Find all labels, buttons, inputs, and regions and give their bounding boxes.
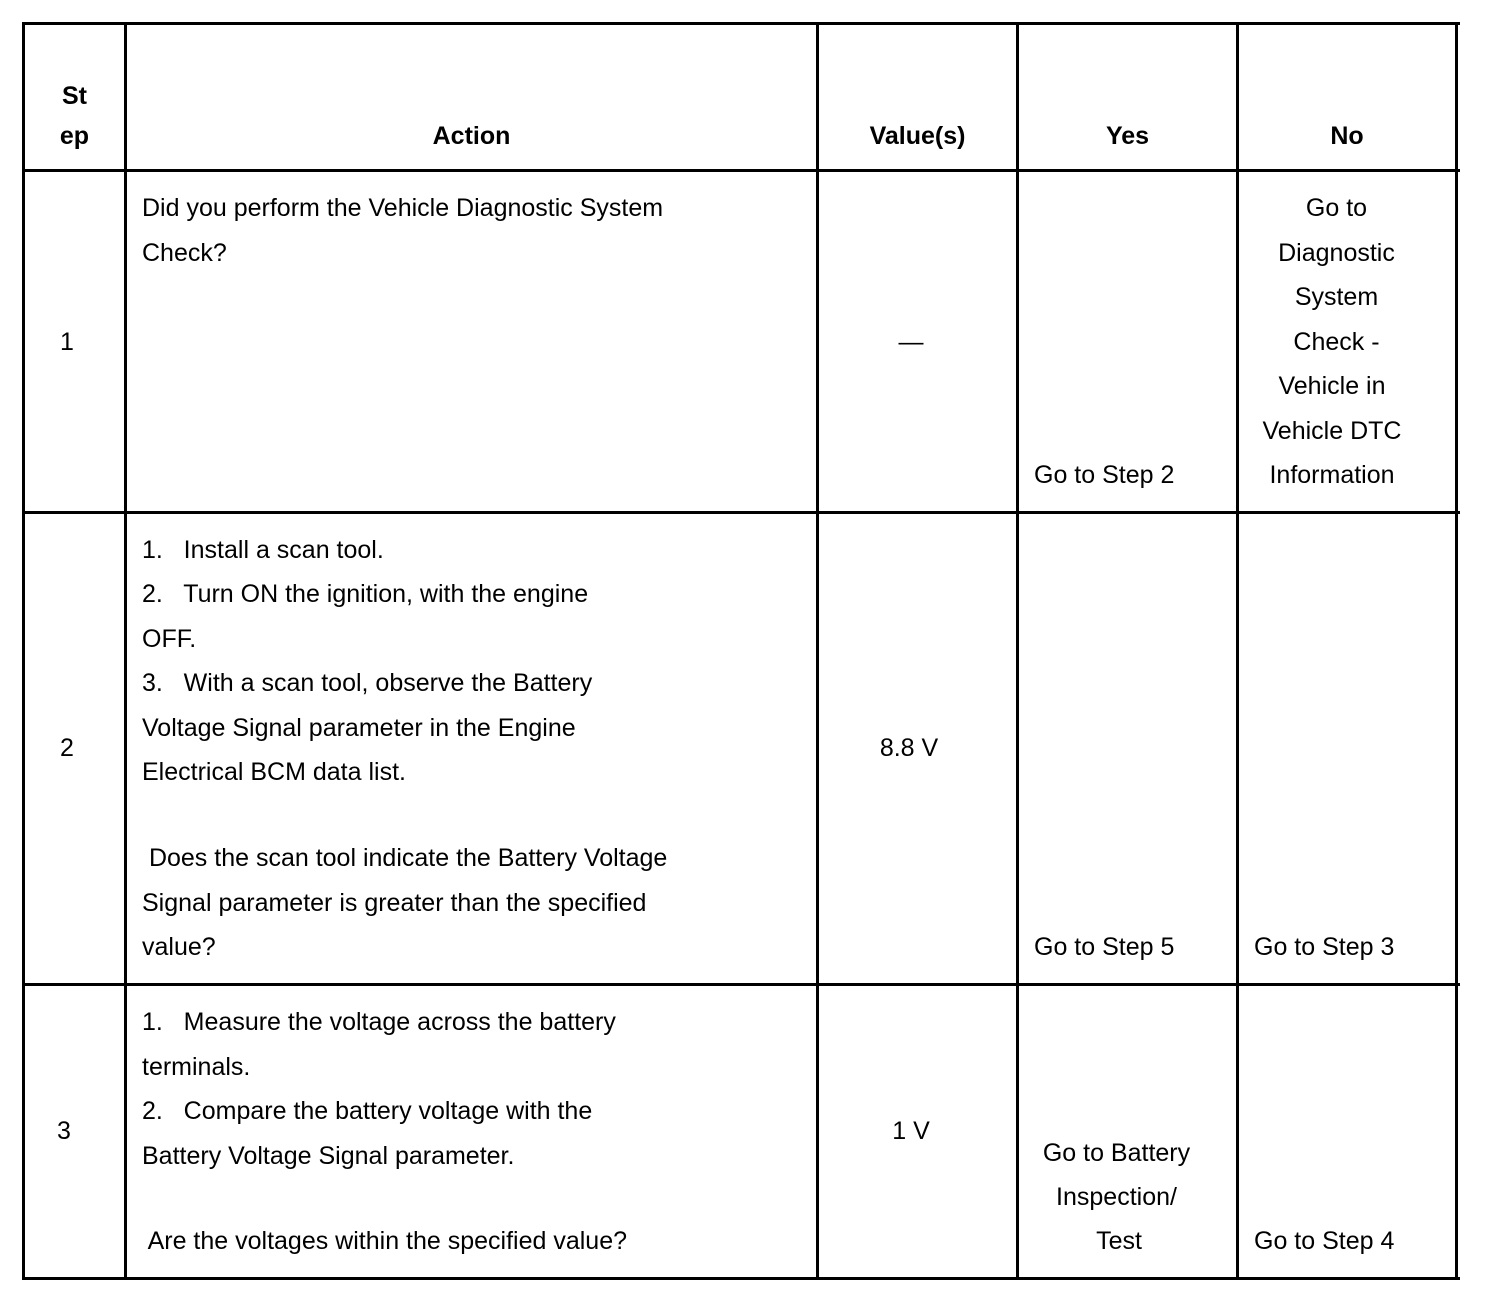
- action-line: Electrical BCM data list.: [142, 758, 406, 786]
- yes-link[interactable]: Go to Step 2: [1034, 461, 1175, 489]
- header-step-line1: St: [62, 82, 87, 110]
- action-line: Voltage Signal parameter in the Engine: [142, 714, 576, 742]
- action-question-line: value?: [142, 933, 216, 961]
- header-action: Action: [432, 122, 511, 150]
- no-link-line[interactable]: System: [1294, 283, 1379, 311]
- yes-link-line[interactable]: Go to Battery: [1042, 1139, 1191, 1167]
- value-cell: —: [898, 328, 924, 356]
- no-link-line[interactable]: Vehicle in: [1278, 372, 1386, 400]
- action-line: 3. With a scan tool, observe the Battery: [142, 669, 593, 697]
- action-question-line: Signal parameter is greater than the specified: [142, 889, 647, 917]
- column-divider: [124, 22, 127, 1280]
- step-number: 2: [60, 734, 74, 762]
- action-line: 1. Install a scan tool.: [142, 536, 384, 564]
- table-border-bottom: [22, 1277, 1460, 1280]
- no-link-line[interactable]: Diagnostic: [1278, 239, 1395, 267]
- no-link[interactable]: Go to Step 3: [1254, 933, 1395, 961]
- header-no: No: [1330, 122, 1364, 150]
- action-line: Did you perform the Vehicle Diagnostic System: [142, 194, 664, 222]
- step-number: 3: [57, 1117, 71, 1145]
- action-question-line: Are the voltages within the specified value?: [142, 1227, 628, 1255]
- yes-link[interactable]: Go to Step 5: [1034, 933, 1175, 961]
- action-question-line: Does the scan tool indicate the Battery Voltage: [142, 844, 668, 872]
- step-number: 1: [60, 328, 74, 356]
- table-border-right: [1455, 22, 1458, 1280]
- table-border-left: [22, 22, 25, 1280]
- header-row-divider: [22, 169, 1460, 172]
- no-link-line[interactable]: Go to: [1305, 194, 1368, 222]
- no-link-line[interactable]: Information: [1269, 461, 1395, 489]
- yes-link-line[interactable]: Test: [1096, 1227, 1142, 1255]
- action-line: terminals.: [142, 1053, 251, 1081]
- row-divider: [22, 511, 1460, 514]
- no-link-line[interactable]: Check -: [1293, 328, 1380, 356]
- header-yes: Yes: [1105, 122, 1150, 150]
- yes-link-line[interactable]: Inspection/: [1056, 1183, 1177, 1211]
- header-values: Value(s): [869, 122, 966, 150]
- column-divider: [1016, 22, 1019, 1280]
- table-border-top: [22, 22, 1460, 25]
- action-line: 2. Turn ON the ignition, with the engine: [142, 580, 589, 608]
- row-divider: [22, 983, 1460, 986]
- no-link-line[interactable]: Vehicle DTC: [1262, 417, 1402, 445]
- action-line: Check?: [142, 239, 227, 267]
- value-cell: 1 V: [892, 1117, 930, 1145]
- action-line: 1. Measure the voltage across the battery: [142, 1008, 616, 1036]
- value-cell: 8.8 V: [879, 734, 939, 762]
- header-step-line2: ep: [59, 122, 90, 150]
- column-divider: [816, 22, 819, 1280]
- action-line: Battery Voltage Signal parameter.: [142, 1142, 515, 1170]
- no-link[interactable]: Go to Step 4: [1254, 1227, 1395, 1255]
- action-line: 2. Compare the battery voltage with the: [142, 1097, 593, 1125]
- action-line: OFF.: [142, 625, 197, 653]
